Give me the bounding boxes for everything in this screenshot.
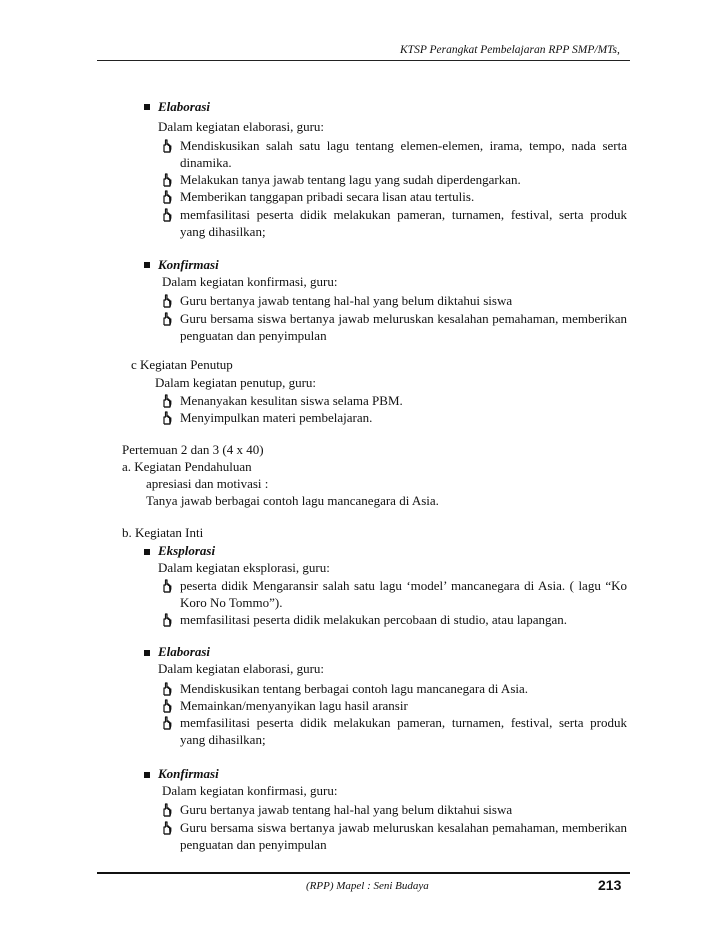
pointing-hand-icon	[162, 294, 172, 308]
list-item: Melakukan tanya jawab tentang lagu yang sudah diperdengarkan.	[180, 172, 521, 187]
section-heading: Eksplorasi	[158, 543, 216, 558]
section-intro: Dalam kegiatan elaborasi, guru:	[158, 661, 325, 676]
pointing-hand-icon	[162, 699, 172, 713]
list-item-continued: yang dihasilkan;	[180, 224, 266, 239]
bullet-square	[144, 104, 150, 110]
pointing-hand-icon	[162, 682, 172, 696]
section-intro: Dalam kegiatan eksplorasi, guru:	[158, 560, 330, 575]
section-intro: Dalam kegiatan elaborasi, guru:	[158, 119, 325, 134]
pointing-hand-icon	[162, 613, 172, 627]
list-item: Menyimpulkan materi pembelajaran.	[180, 410, 373, 425]
section-intro: Dalam kegiatan penutup, guru:	[155, 375, 317, 390]
list-item-continued: yang dihasilkan;	[180, 732, 266, 747]
section-heading: Elaborasi	[158, 99, 211, 114]
paragraph-line: Tanya jawab berbagai contoh lagu mancanegara di Asia.	[146, 493, 439, 508]
list-item: Guru bersama siswa bertanya jawab meluruskan kesalahan pemahaman, memberikan	[180, 820, 627, 835]
pointing-hand-icon	[162, 579, 172, 593]
section-heading: Konfirmasi	[158, 766, 219, 781]
paragraph-line: Pertemuan 2 dan 3 (4 x 40)	[122, 442, 264, 457]
list-item-continued: penguatan dan penyimpulan	[180, 837, 327, 852]
section-heading: Konfirmasi	[158, 257, 219, 272]
pointing-hand-icon	[162, 173, 172, 187]
list-item: peserta didik Mengaransir salah satu lagu ‘model’ mancanegara di Asia. ( lagu “Ko	[180, 578, 627, 593]
pointing-hand-icon	[162, 312, 172, 326]
section-heading: c Kegiatan Penutup	[131, 357, 233, 372]
running-header: KTSP Perangkat Pembelajaran RPP SMP/MTs,	[400, 44, 620, 56]
paragraph-line: apresiasi dan motivasi :	[146, 476, 269, 491]
list-item: memfasilitasi peserta didik melakukan pameran, turnamen, festival, serta produk	[180, 207, 627, 222]
section-heading: Elaborasi	[158, 644, 211, 659]
pointing-hand-icon	[162, 139, 172, 153]
list-item: Guru bertanya jawab tentang hal-hal yang belum diktahui siswa	[180, 802, 513, 817]
pointing-hand-icon	[162, 716, 172, 730]
list-item-continued: Koro No Tommo”).	[180, 595, 283, 610]
paragraph-line: b. Kegiatan Inti	[122, 525, 204, 540]
pointing-hand-icon	[162, 190, 172, 204]
bullet-square	[144, 772, 150, 778]
list-item: Mendiskusikan salah satu lagu tentang elemen-elemen, irama, tempo, nada serta	[180, 138, 627, 153]
page-number: 213	[598, 877, 622, 893]
pointing-hand-icon	[162, 411, 172, 425]
list-item: memfasilitasi peserta didik melakukan percobaan di studio, atau lapangan.	[180, 612, 567, 627]
pointing-hand-icon	[162, 821, 172, 835]
section-intro: Dalam kegiatan konfirmasi, guru:	[162, 274, 338, 289]
pointing-hand-icon	[162, 803, 172, 817]
paragraph-line: a. Kegiatan Pendahuluan	[122, 459, 252, 474]
list-item: Guru bersama siswa bertanya jawab meluruskan kesalahan pemahaman, memberikan	[180, 311, 627, 326]
footer-rule	[97, 872, 630, 874]
bullet-square	[144, 549, 150, 555]
bullet-square	[144, 262, 150, 268]
list-item: Memberikan tanggapan pribadi secara lisan atau tertulis.	[180, 189, 475, 204]
list-item: memfasilitasi peserta didik melakukan pameran, turnamen, festival, serta produk	[180, 715, 627, 730]
running-footer: (RPP) Mapel : Seni Budaya	[306, 880, 429, 892]
pointing-hand-icon	[162, 208, 172, 222]
list-item-continued: penguatan dan penyimpulan	[180, 328, 327, 343]
list-item: Guru bertanya jawab tentang hal-hal yang belum diktahui siswa	[180, 293, 513, 308]
list-item: Menanyakan kesulitan siswa selama PBM.	[180, 393, 403, 408]
list-item: Mendiskusikan tentang berbagai contoh lagu mancanegara di Asia.	[180, 681, 529, 696]
pointing-hand-icon	[162, 394, 172, 408]
section-intro: Dalam kegiatan konfirmasi, guru:	[162, 783, 338, 798]
bullet-square	[144, 650, 150, 656]
list-item-continued: dinamika.	[180, 155, 232, 170]
header-rule	[97, 60, 630, 61]
list-item: Memainkan/menyanyikan lagu hasil aransir	[180, 698, 408, 713]
